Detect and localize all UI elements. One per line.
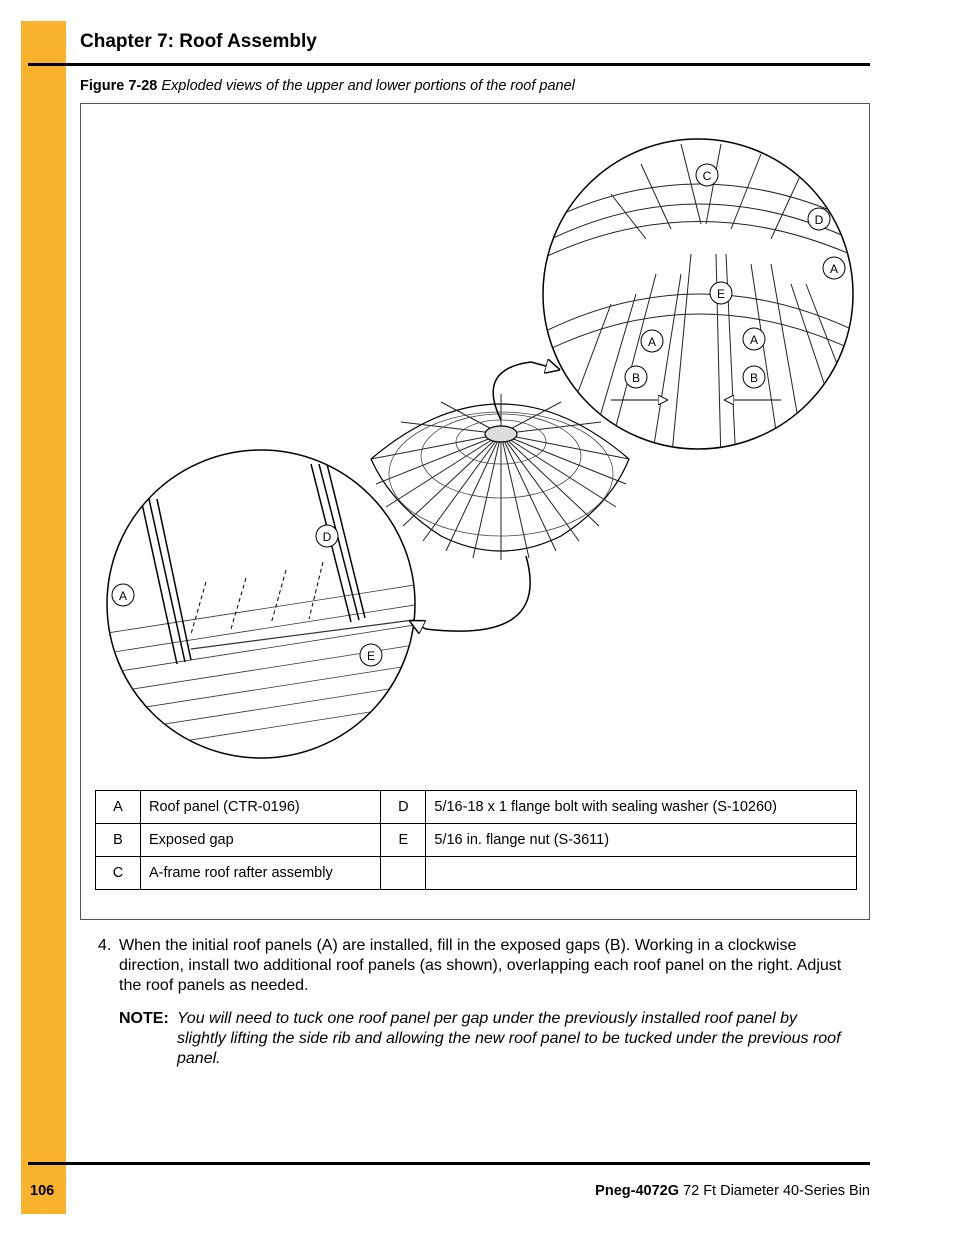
- figure-caption: [80, 78, 575, 94]
- step-text: When the initial roof panels (A) are installed, fill in the exposed gaps (B). Working in a clockwise direction, install two additional roof panels (as shown), overlapping each roof panel on the right. Adjust the roof panels as needed.: [119, 937, 842, 994]
- callout-a-upper-mid: [743, 328, 765, 350]
- callout-d-text: D: [814, 213, 824, 227]
- document-title: 72 Ft Diameter 40-Series Bin: [683, 1183, 870, 1199]
- legend-key: C: [96, 857, 141, 890]
- chapter-tab-bar: [21, 21, 66, 1214]
- callout-d-lower: [316, 525, 338, 547]
- legend-description: 5/16 in. flange nut (S-3611): [426, 824, 857, 857]
- callout-e-lower: [360, 644, 382, 666]
- legend-row: [96, 857, 857, 890]
- callout-a-lower: [112, 584, 134, 606]
- instruction-step: [98, 936, 843, 996]
- figure-caption-text: Exploded views of the upper and lower portions of the roof panel: [161, 78, 575, 94]
- callout-e-text: E: [716, 287, 726, 301]
- callout-b-upper-left: [625, 366, 647, 388]
- lower-detail-view: [101, 450, 421, 758]
- note-label: NOTE:: [119, 1010, 169, 1027]
- callout-a-upper-right: [823, 257, 845, 279]
- callout-e-text: E: [366, 649, 376, 663]
- figure-legend-table: [95, 790, 857, 890]
- upper-detail-view: [521, 139, 869, 464]
- note-block: [119, 1009, 849, 1069]
- legend-description: [426, 857, 857, 890]
- callout-a-text: A: [118, 589, 128, 603]
- step-number: 4.: [98, 937, 112, 954]
- roof-panel-illustration: [81, 104, 869, 784]
- callout-b-upper-right: [743, 366, 765, 388]
- callout-e-upper: [710, 282, 732, 304]
- callout-b-text: B: [631, 371, 641, 385]
- footer-document-title: [595, 1183, 870, 1199]
- legend-key: [381, 857, 426, 890]
- legend-row: [96, 824, 857, 857]
- callout-d-text: D: [322, 530, 332, 544]
- legend-description: 5/16-18 x 1 flange bolt with sealing washer (S-10260): [426, 791, 857, 824]
- figure-label: Figure 7-28: [80, 78, 158, 94]
- legend-row: [96, 791, 857, 824]
- chapter-title: Chapter 7: Roof Assembly: [80, 31, 317, 52]
- footer-divider: [28, 1162, 870, 1165]
- legend-description: Roof panel (CTR-0196): [141, 791, 381, 824]
- callout-a-text: A: [647, 335, 657, 349]
- legend-description: A-frame roof rafter assembly: [141, 857, 381, 890]
- callout-a-upper-left: [641, 330, 663, 352]
- figure-box: [80, 103, 870, 920]
- legend-key: B: [96, 824, 141, 857]
- callout-c-text: C: [702, 169, 712, 183]
- callout-d-upper: [808, 208, 830, 230]
- arrow-to-lower-detail: [416, 556, 530, 631]
- header-divider: [28, 63, 870, 66]
- callout-b-text: B: [749, 371, 759, 385]
- legend-key: A: [96, 791, 141, 824]
- callout-a-text: A: [829, 262, 839, 276]
- legend-key: E: [381, 824, 426, 857]
- document-code: Pneg-4072G: [595, 1183, 679, 1199]
- callout-a-text: A: [749, 333, 759, 347]
- page-number: 106: [30, 1183, 55, 1199]
- callout-c-upper: [696, 164, 718, 186]
- legend-key: D: [381, 791, 426, 824]
- note-text: You will need to tuck one roof panel per gap under the previously installed roof panel by slightly lifting the side rib and allowing the new roof panel to be tucked under the previous roof panel.: [177, 1010, 841, 1067]
- legend-description: Exposed gap: [141, 824, 381, 857]
